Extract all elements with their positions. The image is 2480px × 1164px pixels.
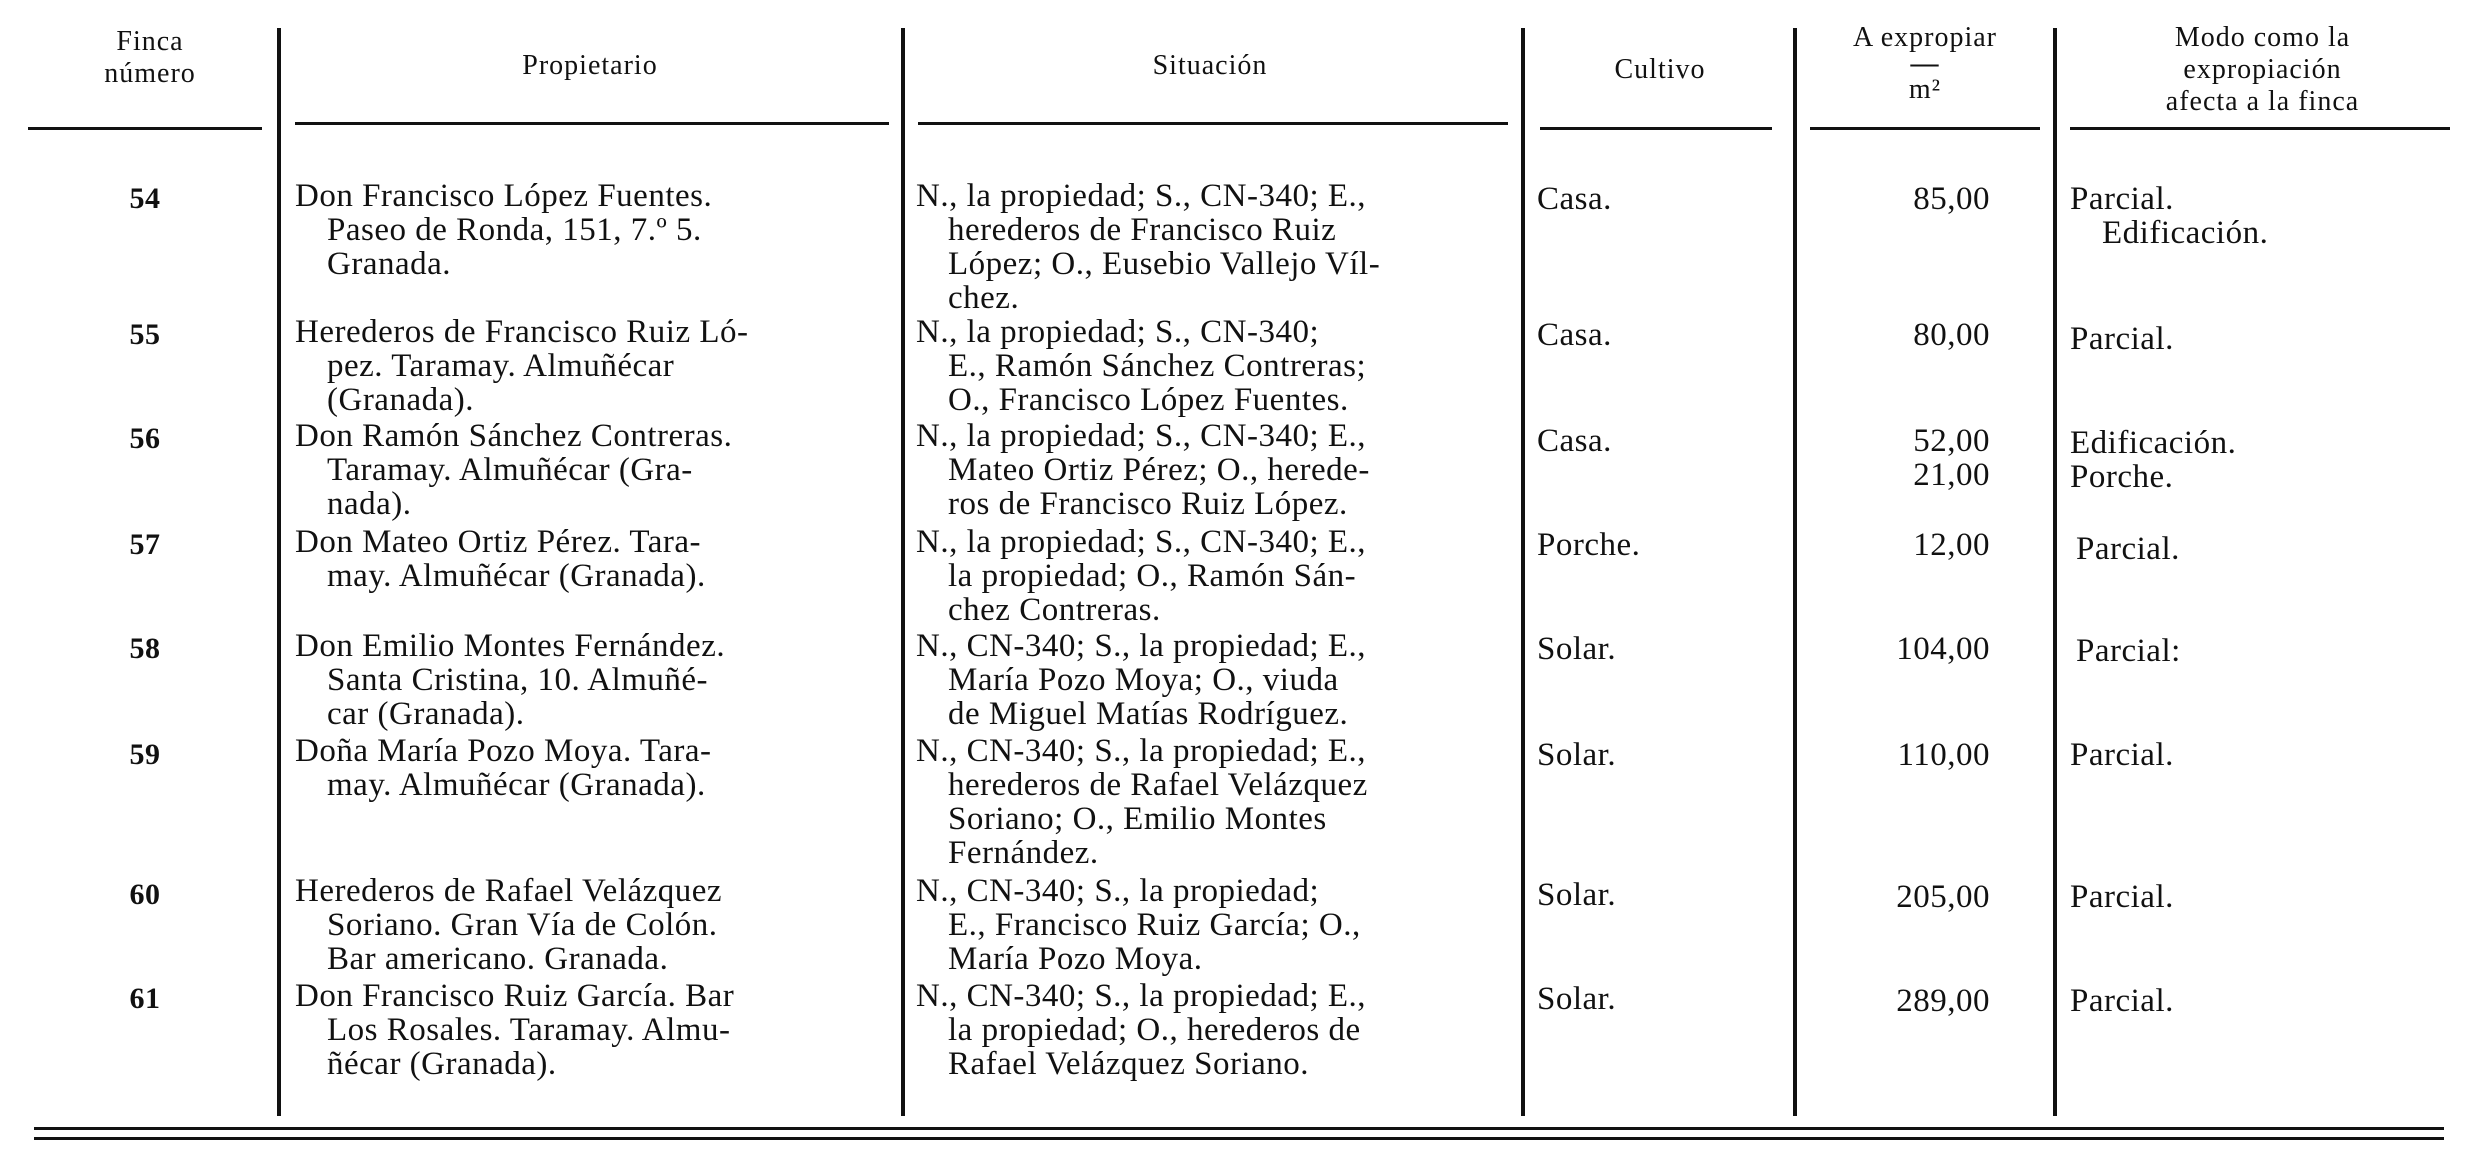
header-expropiar: A expropiar — m² — [1853, 22, 1997, 105]
cultivo-cell: Solar. — [1537, 737, 1617, 773]
cultivo-cell: Casa. — [1537, 181, 1612, 217]
modo-cell: Parcial. — [2076, 531, 2180, 567]
bottom-rule — [34, 1137, 2444, 1140]
modo-cell: Parcial. Edificación. — [2070, 181, 2269, 251]
cultivo-cell: Porche. — [1537, 527, 1641, 563]
cultivo-cell: Solar. — [1537, 981, 1617, 1017]
m2-cell: 205,00 — [1896, 879, 1990, 915]
situacion-cell: N., la propiedad; S., CN-340; E., herederos de Francisco Ruiz López; O., Eusebio Vallejo Víl- chez. — [916, 178, 1381, 316]
header-cultivo: Cultivo — [1614, 54, 1706, 85]
header-rule — [2070, 127, 2450, 130]
finca-number: 59 — [129, 738, 161, 771]
finca-number: 55 — [129, 318, 161, 351]
header-situacion: Situación — [1152, 50, 1268, 81]
header-propietario: Propietario — [522, 50, 658, 81]
cultivo-cell: Casa. — [1537, 317, 1612, 353]
situacion-cell: N., la propiedad; S., CN-340; E., Mateo Ortiz Pérez; O., herede- ros de Francisco Ruiz López. — [916, 418, 1370, 522]
column-divider — [2053, 28, 2057, 1116]
modo-cell: Parcial. — [2070, 737, 2174, 773]
finca-number: 57 — [129, 528, 161, 561]
header-rule — [1810, 127, 2040, 130]
propietario-cell: Don Francisco López Fuentes. Paseo de Ronda, 151, 7.º 5. Granada. — [295, 178, 713, 282]
modo-cell: Edificación. Porche. — [2070, 425, 2237, 495]
situacion-cell: N., CN-340; S., la propiedad; E., Francisco Ruiz García; O., María Pozo Moya. — [916, 873, 1361, 977]
cultivo-cell: Casa. — [1537, 423, 1612, 459]
situacion-cell: N., la propiedad; S., CN-340; E., Ramón Sánchez Contreras; O., Francisco López Fuentes. — [916, 314, 1367, 418]
header-rule — [1540, 127, 1772, 130]
propietario-cell: Herederos de Francisco Ruiz Ló- pez. Taramay. Almuñécar (Granada). — [295, 314, 749, 418]
situacion-cell: N., CN-340; S., la propiedad; E., herederos de Rafael Velázquez Soriano; O., Emilio Montes Fernández. — [916, 733, 1368, 871]
propietario-cell: Doña María Pozo Moya. Tara- may. Almuñécar (Granada). — [295, 733, 712, 803]
m2-cell: 80,00 — [1913, 317, 1990, 353]
modo-cell: Parcial: — [2076, 633, 2181, 669]
finca-number: 54 — [129, 182, 161, 215]
m2-cell: 110,00 — [1897, 737, 1990, 773]
situacion-cell: N., CN-340; S., la propiedad; E., María Pozo Moya; O., viuda de Miguel Matías Rodríguez. — [916, 628, 1367, 732]
header-rule — [295, 122, 889, 125]
bottom-rule — [34, 1127, 2444, 1130]
modo-cell: Parcial. — [2070, 321, 2174, 357]
propietario-cell: Don Francisco Ruiz García. Bar Los Rosales. Taramay. Almu- ñécar (Granada). — [295, 978, 735, 1082]
column-divider — [1521, 28, 1525, 1116]
header-modo: Modo como la expropiación afecta a la finca — [2165, 22, 2360, 117]
column-divider — [277, 28, 281, 1116]
finca-number: 60 — [129, 878, 161, 911]
cultivo-cell: Solar. — [1537, 877, 1617, 913]
m2-cell: 12,00 — [1913, 527, 1990, 563]
header-rule — [28, 127, 262, 130]
column-divider — [1793, 28, 1797, 1116]
modo-cell: Parcial. — [2070, 879, 2174, 915]
cultivo-cell: Solar. — [1537, 631, 1617, 667]
m2-cell: 85,00 — [1913, 181, 1990, 217]
situacion-cell: N., la propiedad; S., CN-340; E., la propiedad; O., Ramón Sán- chez Contreras. — [916, 524, 1367, 628]
finca-number: 61 — [129, 982, 161, 1015]
finca-number: 56 — [129, 422, 161, 455]
m2-cell: 289,00 — [1896, 983, 1990, 1019]
header-rule — [918, 122, 1508, 125]
header-finca: Finca número — [104, 26, 196, 89]
column-divider — [901, 28, 905, 1116]
propietario-cell: Don Mateo Ortiz Pérez. Tara- may. Almuñécar (Granada). — [295, 524, 706, 594]
finca-number: 58 — [129, 632, 161, 665]
propietario-cell: Don Emilio Montes Fernández. Santa Cristina, 10. Almuñé- car (Granada). — [295, 628, 726, 732]
m2-cell: 52,00 21,00 — [1913, 423, 1990, 493]
propietario-cell: Don Ramón Sánchez Contreras. Taramay. Almuñécar (Gra- nada). — [295, 418, 733, 522]
situacion-cell: N., CN-340; S., la propiedad; E., la propiedad; O., herederos de Rafael Velázquez Soriano. — [916, 978, 1367, 1082]
modo-cell: Parcial. — [2070, 983, 2174, 1019]
m2-cell: 104,00 — [1896, 631, 1990, 667]
propietario-cell: Herederos de Rafael Velázquez Soriano. Gran Vía de Colón. Bar americano. Granada. — [295, 873, 723, 977]
